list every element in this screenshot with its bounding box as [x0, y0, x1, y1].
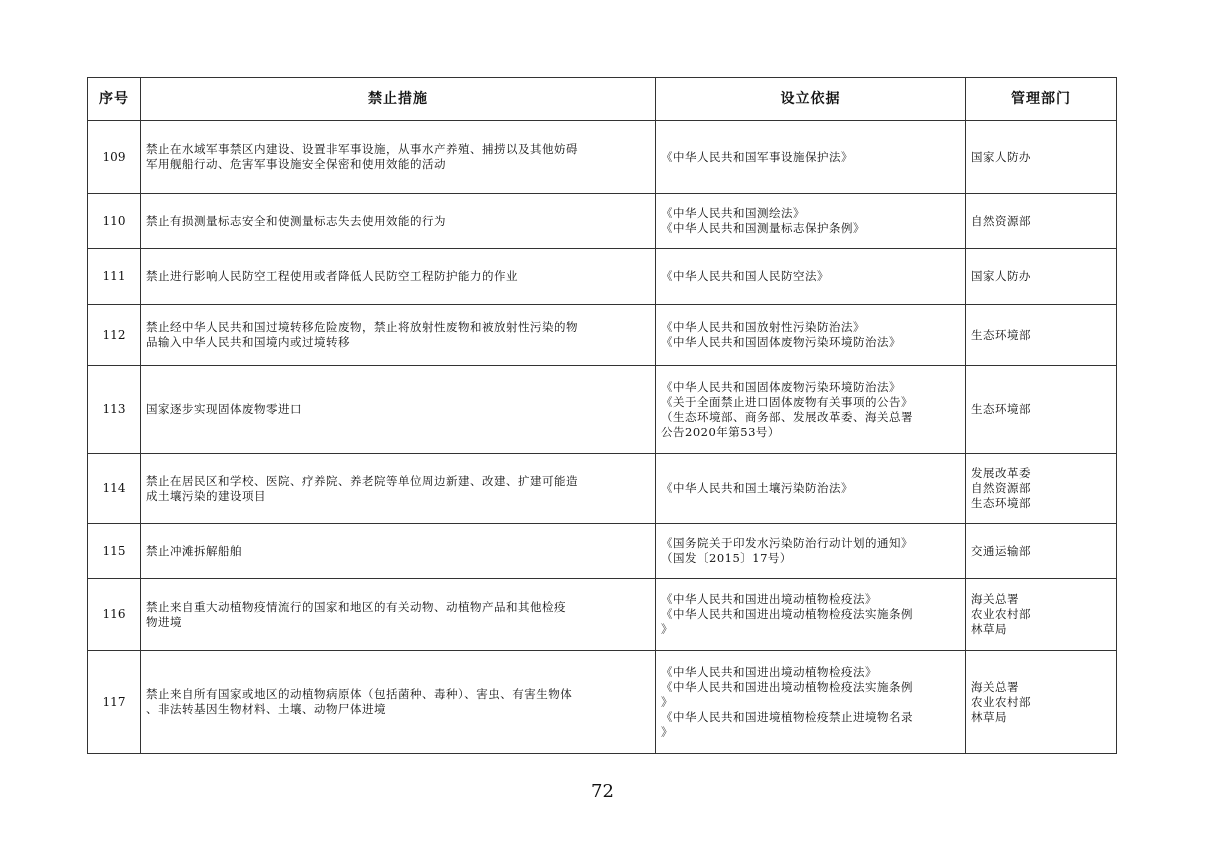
measure-cell [141, 305, 656, 366]
dept-cell [966, 121, 1117, 194]
dept-cell-line: 林草局 [971, 622, 1007, 636]
basis-cell-line: 《国务院关于印发水污染防治行动计划的通知》 [661, 536, 913, 550]
measure-cell [141, 651, 656, 754]
table-row [88, 366, 1117, 454]
basis-cell-line: 《中华人民共和国进出境动植物检疫法》 [661, 664, 877, 679]
basis-cell-line: 《中华人民共和国固体废物污染环境防治法》 [661, 335, 901, 349]
basis-cell-line: 》 [661, 694, 673, 709]
table-row [88, 579, 1117, 651]
measure-cell-line: 禁止在居民区和学校、医院、疗养院、养老院等单位周边新建、改建、扩建可能造 [146, 473, 578, 488]
dept-cell-line: 交通运输部 [971, 543, 1031, 558]
measure-cell [141, 366, 656, 454]
basis-cell-line: 》 [661, 724, 673, 739]
dept-cell [966, 579, 1117, 651]
basis-cell [656, 366, 966, 454]
dept-cell [966, 651, 1117, 754]
table-row [88, 194, 1117, 249]
row-number: 116 [88, 579, 141, 651]
dept-cell [966, 524, 1117, 579]
measure-cell [141, 454, 656, 524]
measure-cell [141, 194, 656, 249]
basis-cell-line: 公告2020年第53号） [661, 424, 780, 439]
dept-cell [966, 194, 1117, 249]
table-row [88, 249, 1117, 305]
dept-cell-line: 海关总署 [971, 679, 1019, 694]
table-row [88, 651, 1117, 754]
basis-cell-line: 《中华人民共和国进出境动植物检疫法实施条例 [661, 679, 913, 694]
measure-cell [141, 121, 656, 194]
dept-cell-line: 生态环境部 [971, 327, 1031, 342]
row-number: 117 [88, 651, 141, 754]
basis-cell-line: （生态环境部、商务部、发展改革委、海关总署 [661, 409, 913, 424]
basis-cell-line: 《中华人民共和国进出境动植物检疫法》 [661, 592, 877, 606]
row-number: 112 [88, 305, 141, 366]
header-measure: 禁止措施 [141, 78, 656, 121]
measure-cell-line: 禁止经中华人民共和国过境转移危险废物，禁止将放射性废物和被放射性污染的物 [146, 320, 578, 334]
row-number: 109 [88, 121, 141, 194]
dept-cell-line: 农业农村部 [971, 694, 1031, 709]
dept-cell-line: 海关总署 [971, 592, 1019, 606]
row-number: 113 [88, 366, 141, 454]
basis-cell [656, 121, 966, 194]
measure-cell-line: 禁止来自重大动植物疫情流行的国家和地区的有关动物、动植物产品和其他检疫 [146, 599, 566, 614]
dept-cell-line: 国家人防办 [971, 149, 1031, 164]
page-number: 72 [591, 781, 614, 802]
basis-cell-line: 《中华人民共和国土壤污染防治法》 [661, 481, 853, 495]
basis-cell-line: 《中华人民共和国军事设施保护法》 [661, 149, 853, 164]
basis-cell-line: （国发〔2015〕17号） [661, 551, 792, 565]
basis-cell [656, 579, 966, 651]
header-no: 序号 [88, 78, 141, 121]
basis-cell-line: 《中华人民共和国放射性污染防治法》 [661, 320, 865, 334]
measure-cell-line: 禁止来自所有国家或地区的动植物病原体（包括菌种、毒种）、害虫、有害生物体 [146, 687, 573, 701]
row-number: 110 [88, 194, 141, 249]
dept-cell [966, 366, 1117, 454]
measure-cell-line: 禁止有损测量标志安全和使测量标志失去使用效能的行为 [146, 213, 446, 228]
basis-cell [656, 194, 966, 249]
basis-cell [656, 249, 966, 305]
basis-cell-line: 《中华人民共和国测绘法》 [661, 206, 805, 220]
dept-cell-line: 国家人防办 [971, 269, 1031, 283]
dept-cell-line: 自然资源部 [971, 213, 1031, 228]
dept-cell-line: 自然资源部 [971, 481, 1031, 495]
measure-cell [141, 249, 656, 305]
header-row [88, 78, 1117, 121]
dept-cell [966, 305, 1117, 366]
basis-cell-line: 《中华人民共和国固体废物污染环境防治法》 [661, 379, 901, 394]
dept-cell-line: 农业农村部 [971, 607, 1031, 621]
table-body [88, 121, 1117, 754]
basis-cell-line: 《中华人民共和国人民防空法》 [661, 269, 829, 283]
basis-cell-line: 《中华人民共和国测量标志保护条例》 [661, 221, 865, 235]
dept-cell-line: 生态环境部 [971, 496, 1031, 510]
measure-cell [141, 524, 656, 579]
measure-cell-line: 物进境 [146, 614, 182, 629]
dept-cell-line: 发展改革委 [971, 466, 1031, 480]
measure-cell-line: 军用舰船行动、危害军事设施安全保密和使用效能的活动 [146, 157, 446, 171]
measure-cell-line: 国家逐步实现固体废物零进口 [146, 402, 302, 416]
header-basis: 设立依据 [656, 78, 966, 121]
table-row [88, 524, 1117, 579]
basis-cell-line: 《中华人民共和国进境植物检疫禁止进境物名录 [661, 709, 913, 724]
row-number: 111 [88, 249, 141, 305]
basis-cell-line: 《中华人民共和国进出境动植物检疫法实施条例 [661, 607, 913, 621]
measure-cell-line: 品输入中华人民共和国境内或过境转移 [146, 335, 350, 349]
dept-cell [966, 249, 1117, 305]
table-row [88, 121, 1117, 194]
regulation-table [87, 77, 1117, 754]
header-dept: 管理部门 [966, 78, 1117, 121]
row-number: 115 [88, 524, 141, 579]
measure-cell-line: 禁止进行影响人民防空工程使用或者降低人民防空工程防护能力的作业 [146, 269, 518, 283]
measure-cell [141, 579, 656, 651]
basis-cell-line: 》 [661, 622, 673, 636]
basis-cell [656, 524, 966, 579]
dept-cell-line: 生态环境部 [971, 402, 1031, 416]
table-row [88, 454, 1117, 524]
measure-cell-line: 禁止在水域军事禁区内建设、设置非军事设施，从事水产养殖、捕捞以及其他妨碍 [146, 142, 578, 156]
basis-cell-line: 《关于全面禁止进口固体废物有关事项的公告》 [661, 394, 913, 409]
measure-cell-line: 禁止冲滩拆解船舶 [146, 543, 242, 558]
measure-cell-line: 、非法转基因生物材料、土壤、动物尸体进境 [146, 702, 386, 716]
row-number: 114 [88, 454, 141, 524]
measure-cell-line: 成土壤污染的建设项目 [146, 488, 266, 503]
basis-cell [656, 651, 966, 754]
dept-cell-line: 林草局 [971, 709, 1007, 724]
dept-cell [966, 454, 1117, 524]
basis-cell [656, 305, 966, 366]
table-row [88, 305, 1117, 366]
basis-cell [656, 454, 966, 524]
